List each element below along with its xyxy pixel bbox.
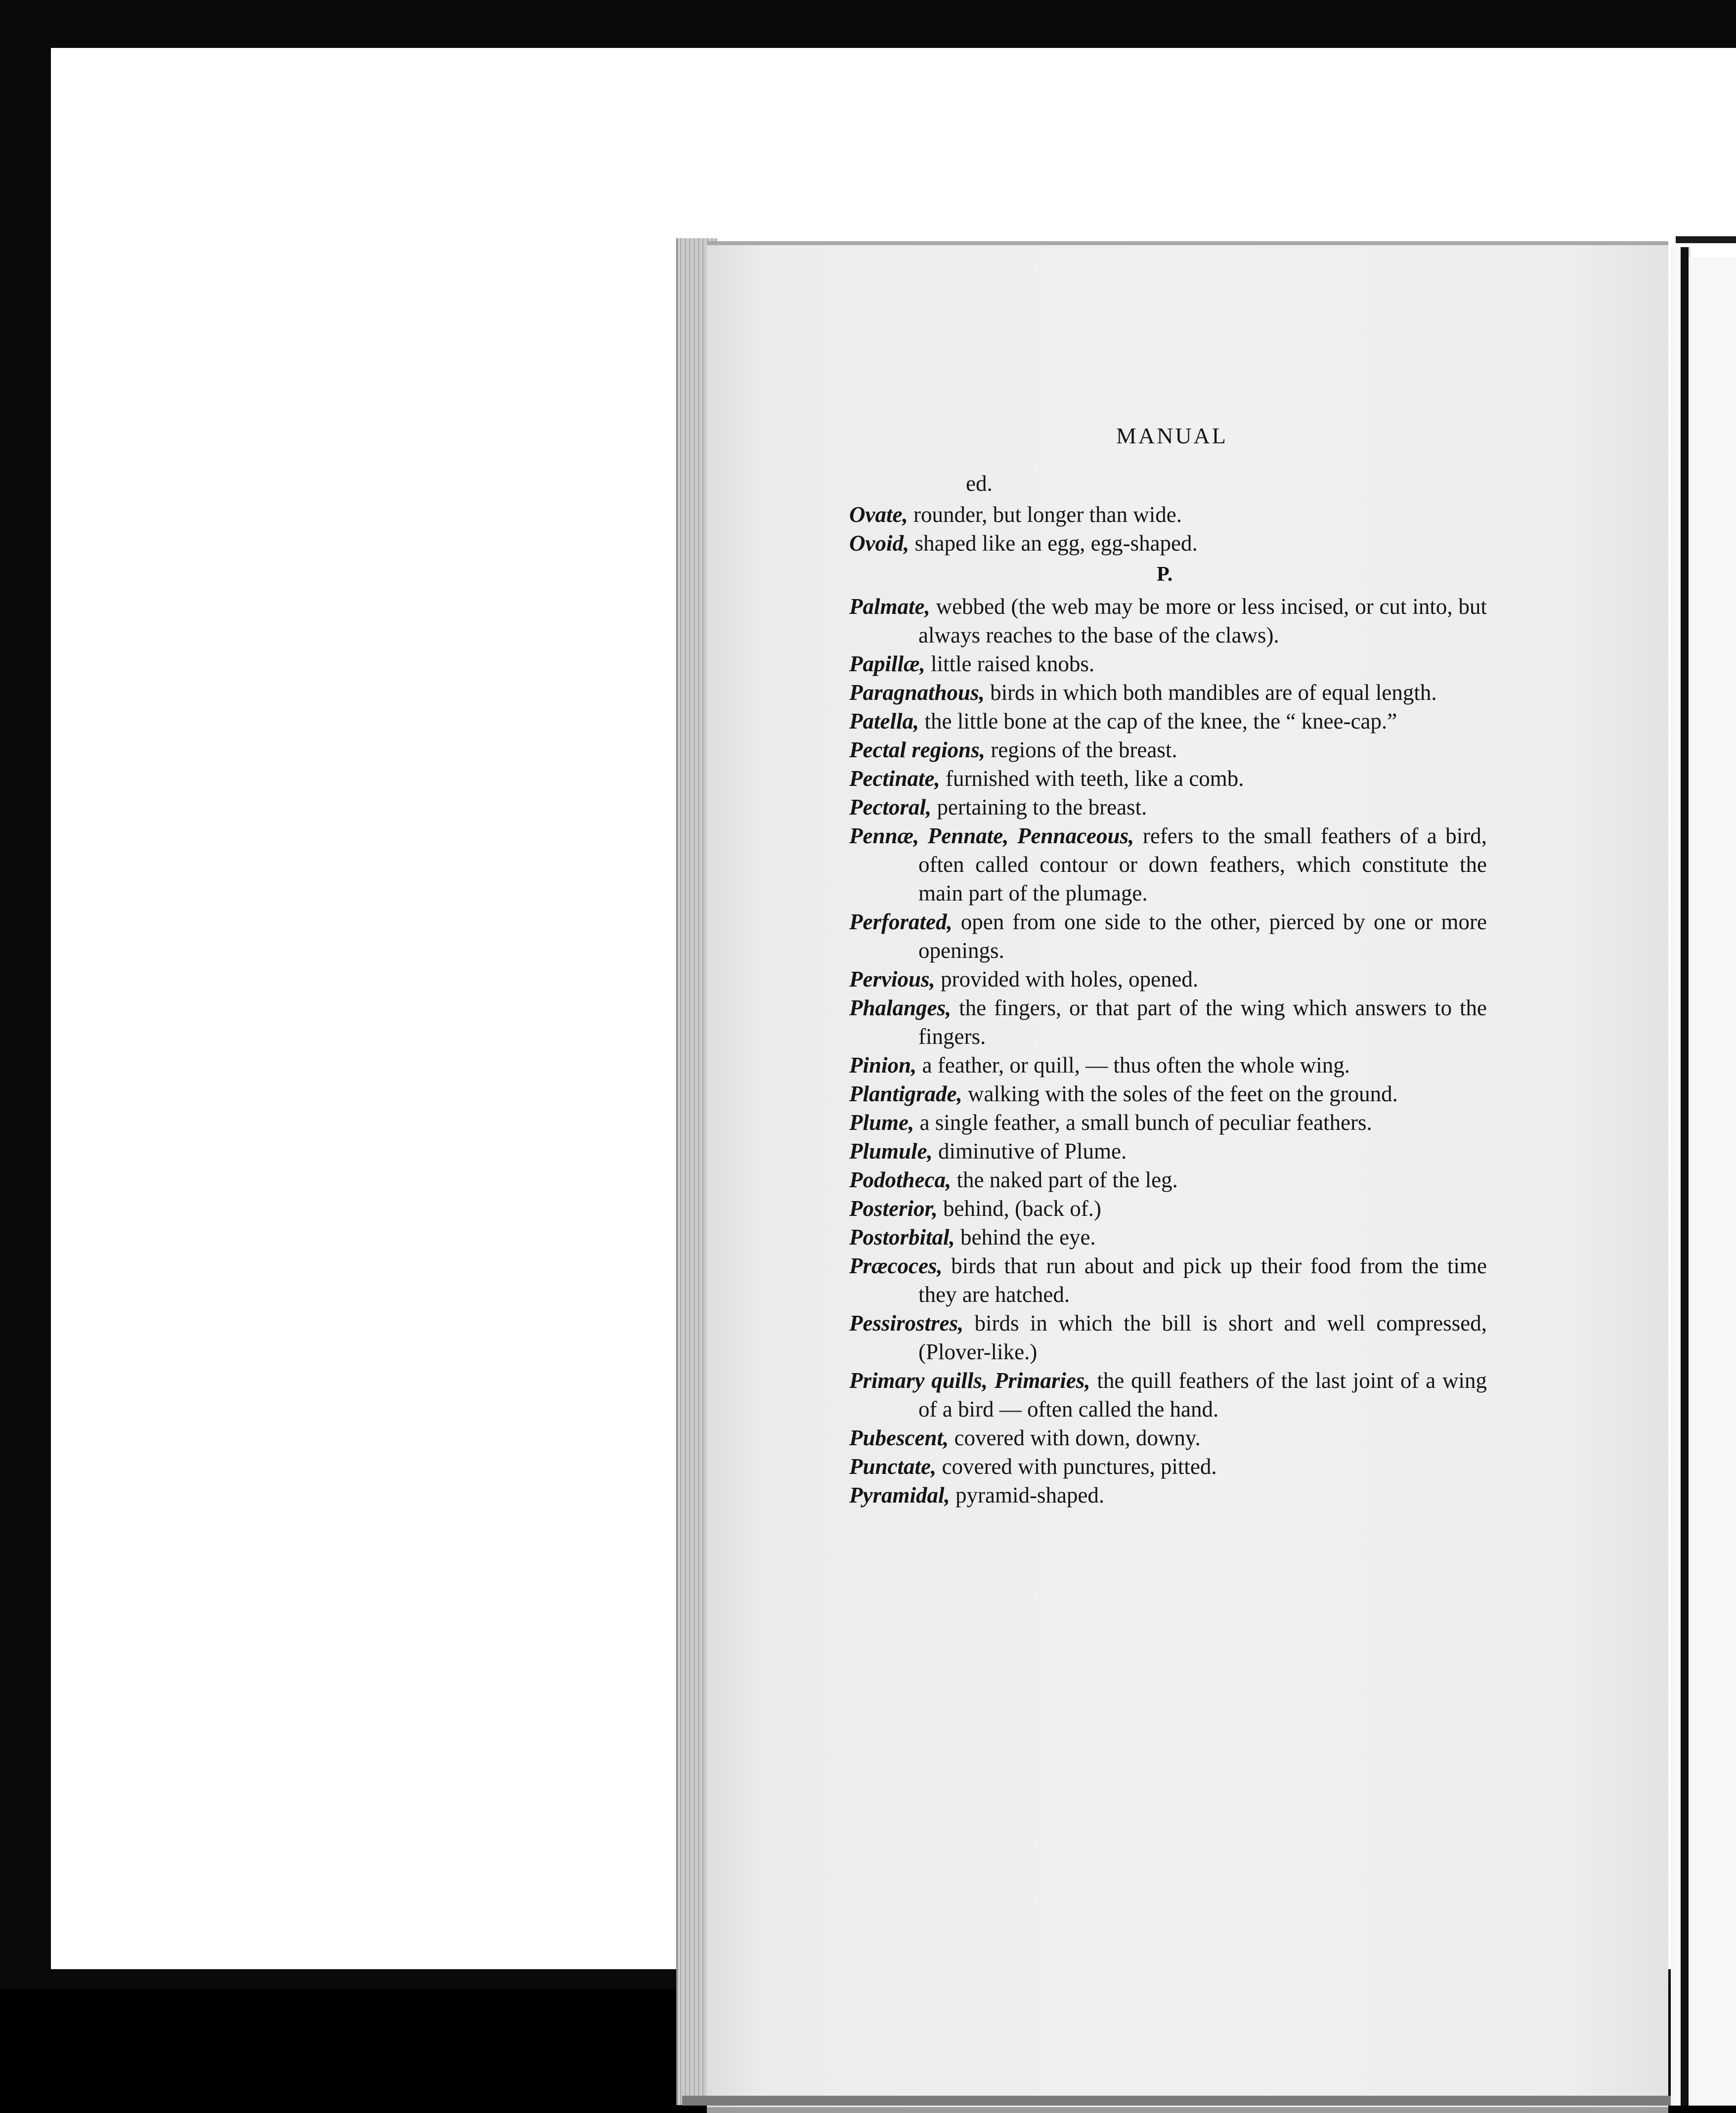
continued-fragment: ed. — [966, 471, 993, 496]
glossary-definition: a feather, or quill, — thus often the whole wing. — [916, 1053, 1350, 1078]
facing-page-edge — [1689, 257, 1736, 2106]
glossary-entry — [849, 1309, 1487, 1366]
running-head: MANUAL — [1116, 423, 1228, 448]
glossary-entry — [849, 907, 1487, 965]
glossary-definition: webbed (the web may be more or less incised, or cut into, but always reaches to the base of the claws). — [918, 594, 1487, 647]
glossary-entry — [849, 500, 1487, 529]
glossary-term: Pervious, — [849, 967, 935, 992]
glossary-entry — [849, 1165, 1487, 1194]
glossary-term: Pectinate, — [849, 766, 940, 791]
glossary-term: Ovoid, — [849, 531, 910, 556]
glossary-definition: birds that run about and pick up their food from the time they are hatched. — [918, 1253, 1487, 1307]
glossary-term: Patella, — [849, 709, 919, 733]
glossary-entry — [849, 678, 1487, 707]
glossary-entry — [849, 1481, 1487, 1509]
glossary-definition: pyramid-shaped. — [950, 1483, 1105, 1508]
glossary-definition: the naked part of the leg. — [951, 1167, 1178, 1192]
glossary-term: Papillæ, — [849, 651, 925, 676]
glossary-definition: regions of the breast. — [985, 737, 1177, 762]
glossary-definition: behind, (back of.) — [937, 1196, 1101, 1221]
glossary-term: Phalanges, — [849, 995, 952, 1020]
glossary-term: Præcoces, — [849, 1253, 943, 1278]
book-cover-edge — [1681, 247, 1689, 2106]
glossary-term: Paragnathous, — [849, 680, 985, 705]
glossary-definition: covered with punctures, pitted. — [936, 1454, 1217, 1479]
section-letter: P. — [1157, 563, 1173, 586]
page-bottom-edge — [682, 2096, 1681, 2106]
glossary-definition: the quill feathers of the last joint of a wing of a bird — often called the hand. — [918, 1368, 1487, 1422]
glossary-entry — [849, 1423, 1487, 1452]
glossary-definition: pertaining to the breast. — [931, 795, 1147, 819]
glossary-definition: behind the eye. — [955, 1225, 1096, 1250]
glossary-definition: birds in which both mandibles are of equal length. — [984, 680, 1437, 705]
glossary-definition: the little bone at the cap of the knee, the “ knee-cap.” — [919, 709, 1397, 733]
glossary-definition: walking with the soles of the feet on the ground. — [962, 1081, 1398, 1106]
glossary-definition: diminutive of Plume. — [932, 1139, 1127, 1164]
glossary-definition: the fingers, or that part of the wing which answers to the fingers. — [918, 995, 1487, 1049]
glossary-term: Postorbital, — [849, 1225, 955, 1250]
glossary-entry — [849, 793, 1487, 821]
glossary-term: Ovate, — [849, 502, 908, 527]
glossary-term: Pennæ, Pennate, Pennaceous, — [849, 823, 1134, 848]
glossary-definition: furnished with teeth, like a comb. — [940, 766, 1244, 791]
glossary-term: Punctate, — [849, 1454, 937, 1479]
glossary-entry — [849, 1108, 1487, 1137]
glossary-entry — [849, 1223, 1487, 1251]
glossary-term: Podotheca, — [849, 1167, 952, 1192]
glossary-term: Pectoral, — [849, 795, 932, 819]
glossary-term: Plume, — [849, 1110, 914, 1135]
glossary-entry — [849, 821, 1487, 907]
glossary-entry — [849, 1366, 1487, 1423]
glossary-definition: covered with down, downy. — [949, 1425, 1201, 1450]
glossary-entry — [849, 1051, 1487, 1079]
glossary-entry — [849, 529, 1487, 558]
glossary-entry — [849, 735, 1487, 764]
glossary-entry — [849, 1194, 1487, 1223]
glossary-entry — [849, 707, 1487, 735]
glossary-definition: birds in which the bill is short and well compressed, (Plover-like.) — [918, 1311, 1487, 1364]
glossary-term: Palmate, — [849, 594, 930, 619]
glossary-entry — [849, 965, 1487, 993]
glossary-entry — [849, 1452, 1487, 1481]
glossary-entry — [849, 649, 1487, 678]
glossary-entry — [849, 1079, 1487, 1108]
glossary-term: Pyramidal, — [849, 1483, 950, 1508]
glossary-term: Pectal regions, — [849, 737, 985, 762]
glossary-term: Plumule, — [849, 1139, 933, 1164]
glossary-term: Primary quills, Primaries, — [849, 1368, 1090, 1393]
glossary-definition: a single feather, a small bunch of peculiar feathers. — [914, 1110, 1372, 1135]
glossary-definition: little raised knobs. — [925, 651, 1095, 676]
glossary-entry — [849, 1137, 1487, 1165]
glossary-entry — [849, 592, 1487, 649]
glossary-entry — [849, 993, 1487, 1051]
glossary-definition: rounder, but longer than wide. — [908, 502, 1182, 527]
glossary-entries-o — [849, 500, 1487, 558]
cover-top-edge — [1676, 236, 1736, 243]
glossary-entry — [849, 1251, 1487, 1309]
glossary-term: Perforated, — [849, 909, 953, 934]
glossary-term: Plantigrade, — [849, 1081, 962, 1106]
glossary-definition: shaped like an egg, egg-shaped. — [909, 531, 1198, 556]
glossary-definition: refers to the small feathers of a bird, often called contour or down feathers, which constitute the main part of the plumage. — [918, 823, 1487, 906]
glossary-entries-p — [849, 592, 1487, 1509]
glossary-entry — [849, 764, 1487, 793]
glossary-definition: open from one side to the other, pierced by one or more openings. — [918, 909, 1487, 963]
glossary-definition: provided with holes, opened. — [935, 967, 1199, 992]
glossary-term: Pessirostres, — [849, 1311, 964, 1336]
glossary-term: Pinion, — [849, 1053, 917, 1078]
glossary-term: Posterior, — [849, 1196, 938, 1221]
glossary-term: Pubescent, — [849, 1425, 949, 1450]
